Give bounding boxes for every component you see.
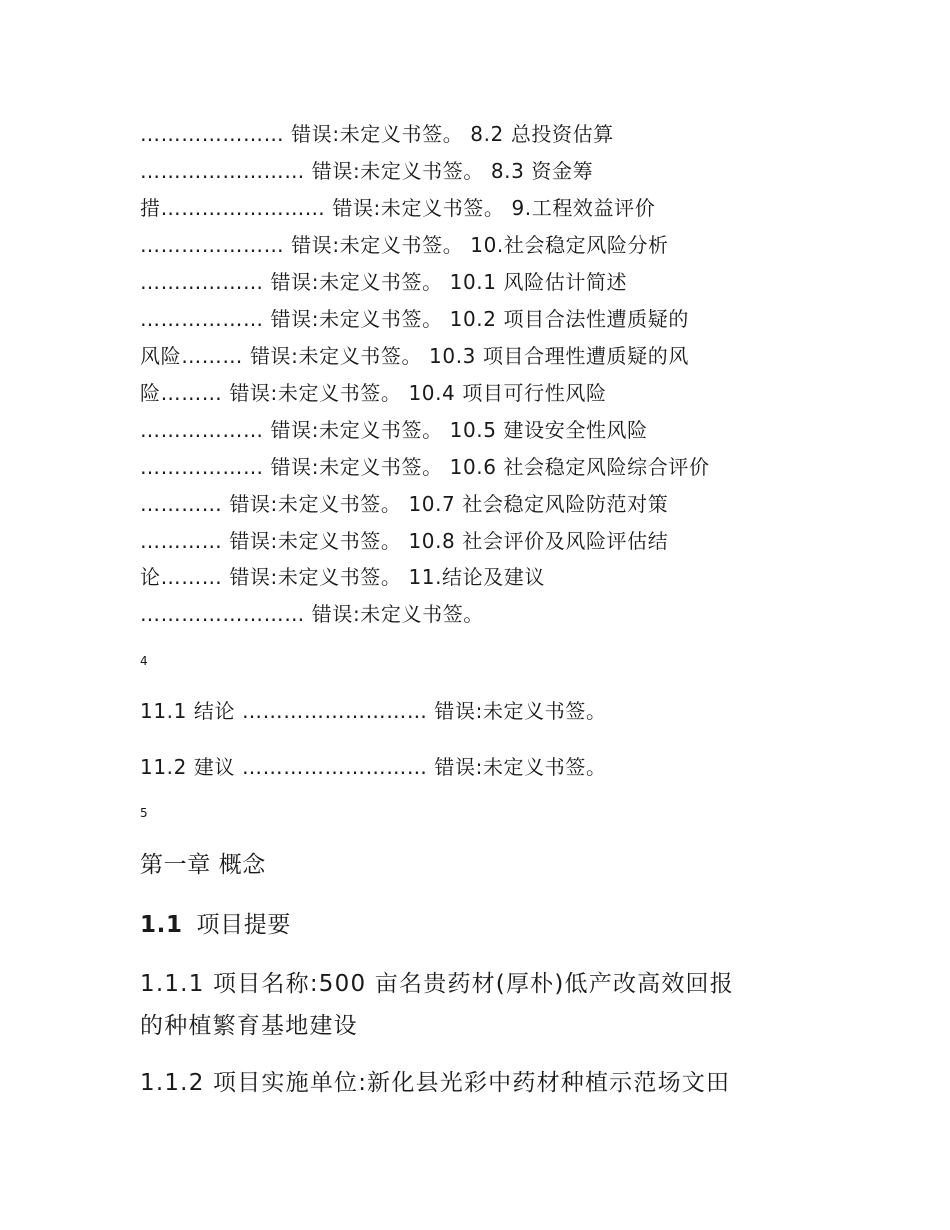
toc-entry-11-1: 11.1 结论 ……………………… 错误:未定义书签。 [140, 699, 607, 723]
paragraph-line: 1.1.1 项目名称:500 亩名贵药材(厚朴)低产改高效回报 [140, 971, 734, 997]
paragraph-line: 的种植繁育基地建设 [140, 1013, 358, 1039]
toc-entry-11-2: 11.2 建议 ……………………… 错误:未定义书签。 [140, 755, 607, 779]
paragraph-line: 1.1.2 项目实施单位:新化县光彩中药材种植示范场文田 [140, 1070, 731, 1096]
section-heading [140, 910, 291, 940]
page-number-marker: 4 [140, 654, 148, 668]
toc-line: ………… 错误:未定义书签。 10.8 社会评价及风险评估结 [140, 529, 669, 553]
page-number-marker: 5 [140, 806, 148, 820]
toc-line: ……………… 错误:未定义书签。 10.5 建设安全性风险 [140, 418, 648, 442]
section-number: 1.1 [140, 912, 183, 938]
toc-line: …………………… 错误:未定义书签。 [140, 602, 484, 626]
toc-line: …………………… 错误:未定义书签。 8.3 资金筹 [140, 159, 594, 183]
toc-line: 论……… 错误:未定义书签。 11.结论及建议 [140, 565, 546, 589]
toc-line: ……………… 错误:未定义书签。 10.6 社会稳定风险综合评价 [140, 455, 710, 479]
toc-line: 风险……… 错误:未定义书签。 10.3 项目合理性遭质疑的风 [140, 344, 689, 368]
toc-line: ………………… 错误:未定义书签。 8.2 总投资估算 [140, 122, 614, 146]
toc-line: 险……… 错误:未定义书签。 10.4 项目可行性风险 [140, 381, 607, 405]
toc-line: 措…………………… 错误:未定义书签。 9.工程效益评价 [140, 196, 656, 220]
chapter-title: 第一章 概念 [140, 852, 266, 878]
toc-line: ………… 错误:未定义书签。 10.7 社会稳定风险防范对策 [140, 492, 669, 516]
section-title: 项目提要 [196, 912, 291, 938]
toc-line: ………………… 错误:未定义书签。 10.社会稳定风险分析 [140, 233, 669, 257]
toc-line: ……………… 错误:未定义书签。 10.1 风险估计简述 [140, 270, 628, 294]
toc-line: ……………… 错误:未定义书签。 10.2 项目合法性遭质疑的 [140, 307, 689, 331]
